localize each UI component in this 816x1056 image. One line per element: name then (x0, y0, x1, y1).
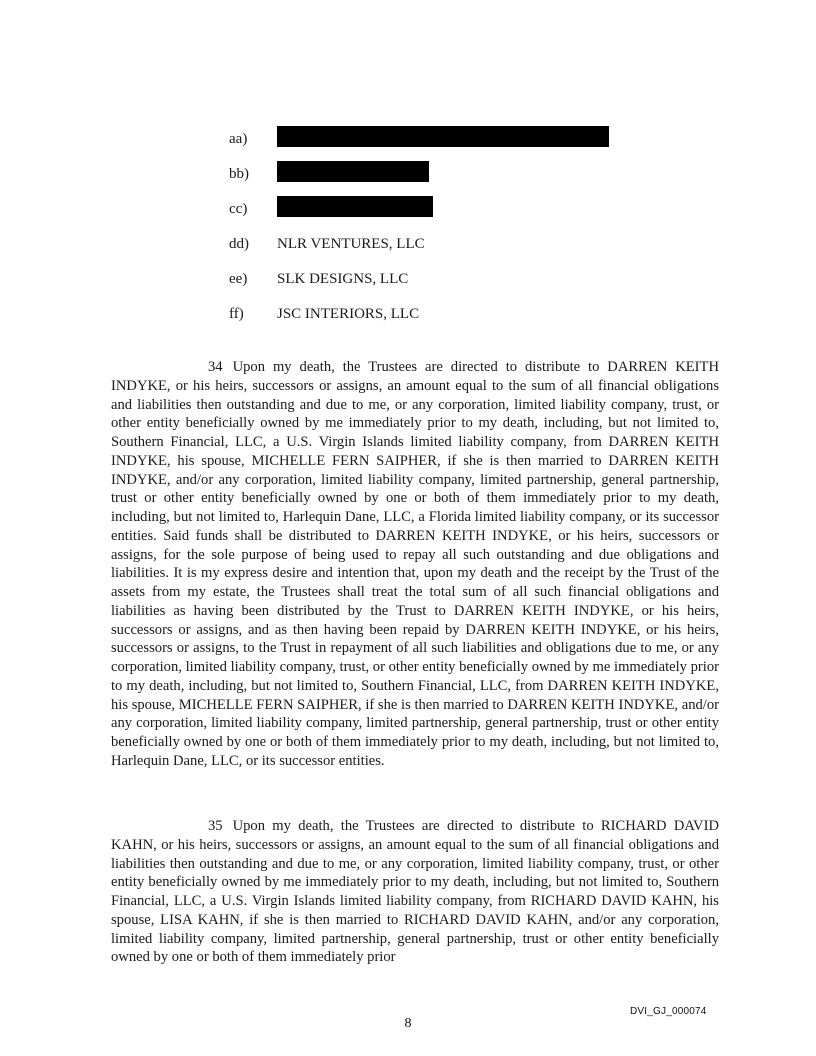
list-item-label: bb) (229, 166, 249, 182)
list-item (0, 235, 816, 265)
paragraph-text: Upon my death, the Trustees are directed to distribute to DARREN KEITH INDYKE, or his heirs, successors or assigns, an amount equal to the sum of all financial obligations and liabilities then outstanding and due to me, or any corporation, limited liability company, trust, or other entity beneficially owned by me immediately prior to my death, including, but not limited to, Southern Financial, LLC, a U.S. Virgin Islands limited liability company, from DARREN KEITH INDYKE, his spouse, MICHELLE FERN SAIPHER, if she is then married to DARREN KEITH INDYKE, and/or any corporation, limited liability company, limited partnership, general partnership, trust or other entity beneficially owned by one or both of them immediately prior to my death, including, but not limited to, Harlequin Dane, LLC, a Florida limited liability company, or its successor entities. Said funds shall be distributed to DARREN KEITH INDYKE, or his heirs, successors or assigns, for the sole purpose of being used to repay all such outstanding and due obligations and liabilities. It is my express desire and intention that, upon my death and the receipt by the Trust of the assets from my estate, the Trustees shall treat the total sum of all such financial obligations and liabilities as having been distributed by the Trust to DARREN KEITH INDYKE, or his heirs, successors or assigns, and as then having been repaid by DARREN KEITH INDYKE, or his heirs, successors or assigns, to the Trust in repayment of all such liabilities and obligations due to me, or any corporation, limited liability company, trust, or other entity beneficially owned by me immediately prior to my death, including, but not limited to, Southern Financial, LLC, from DARREN KEITH INDYKE, his spouse, MICHELLE FERN SAIPHER, if she is then married to DARREN KEITH INDYKE, and/or any corporation, limited liability company, limited partnership, general partnership, trust or other entity beneficially owned by one or both of them immediately prior to my death, including, but not limited to, Harlequin Dane, LLC, or its successor entities. (111, 359, 719, 769)
list-item-label: aa) (229, 131, 248, 147)
list-item (0, 200, 816, 230)
page-number: 8 (404, 1016, 412, 1031)
paragraph-number: 34 (208, 359, 223, 375)
list-item-label: dd) (229, 236, 249, 252)
paragraph-text: Upon my death, the Trustees are directed to distribute to RICHARD DAVID KAHN, or his heirs, successors or assigns, an amount equal to the sum of all financial obligations and liabilities then outstanding and due to me, or any corporation, limited liability company, trust, or other entity beneficially owned by me immediately prior to my death, including, but not limited to, Southern Financial, LLC, a U.S. Virgin Islands limited liability company, from RICHARD DAVID KAHN, his spouse, LISA KAHN, if she is then married to RICHARD DAVID KAHN, and/or any corporation, limited liability company, limited partnership, general partnership, trust or other entity beneficially owned by one or both of them immediately prior (111, 818, 719, 966)
bates-number: DVI_GJ_000074 (630, 1006, 707, 1017)
list-item-value: SLK DESIGNS, LLC (277, 271, 409, 287)
list-item-value: JSC INTERIORS, LLC (277, 306, 420, 322)
redaction-bar (277, 161, 429, 182)
paragraph-number: 35 (208, 818, 223, 834)
list-item-value: NLR VENTURES, LLC (277, 236, 425, 252)
list-item (0, 305, 816, 335)
list-item (0, 130, 816, 160)
entity-list (0, 0, 816, 340)
paragraph-35 (111, 817, 719, 967)
list-item-label: ee) (229, 271, 248, 287)
list-item-label: cc) (229, 201, 248, 217)
list-item (0, 270, 816, 300)
paragraph-34 (111, 358, 719, 771)
list-item (0, 165, 816, 195)
list-item-label: ff) (229, 306, 244, 322)
redaction-bar (277, 196, 433, 217)
redaction-bar (277, 126, 609, 147)
